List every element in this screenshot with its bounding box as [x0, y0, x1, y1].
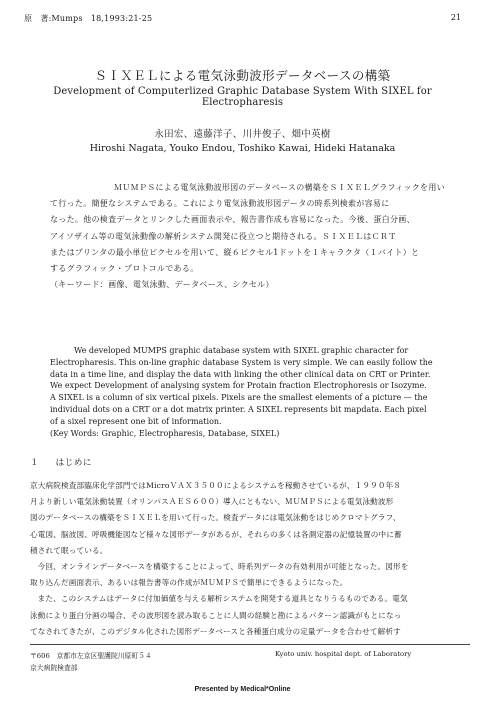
journal-reference: 原 著:Mumps 18,1993:21-25 [24, 14, 153, 23]
title-japanese: ＳＩＸＥＬによる電気泳動波形データベースの構築 [94, 68, 391, 83]
abstract-en-keywords: (Key Words: Graphic, Electropharesis, Database, SIXEL) [50, 428, 280, 438]
page-number: 21 [450, 13, 461, 22]
abstract-ja-keywords: （キーワード：画像、電気泳動、データベース、シクセル） [50, 280, 274, 290]
abstract-japanese [50, 180, 475, 293]
section-number: １ [30, 458, 40, 468]
abstract-ja-line: て行った。簡便なシステムである。これにより電気泳動波形図データの時系列検索が容易に [50, 199, 390, 209]
footnote-affiliation-en: Kyoto univ. hospital dept. of Laboratory [275, 650, 412, 658]
abstract-en-line: We developed MUMPS graphic database system with SIXEL graphic character for [74, 346, 409, 355]
page-header [24, 13, 461, 27]
authors-japanese: 永田宏、遠藤洋子、川井俊子、畑中英樹 [154, 129, 331, 140]
abstract-en-line: We expect Development of analysing system for Protain fraction Electrophoresis or Isozyme. [50, 381, 427, 391]
presented-by-footer: Presented by Medical*Online [194, 686, 291, 693]
body-line: てなされてきたが、このデジタル化された図形データベースと各種蛋白成分の定量データを合わせて解析す [30, 626, 401, 636]
footnote-divider [30, 644, 470, 645]
body-line: 心電図、脳波図、呼吸機能図など様々な図形データがあるが、それらの多くは各測定器の記憶装置の中に蓄 [30, 529, 402, 539]
abstract-english [50, 345, 475, 439]
footnote-japanese [30, 650, 152, 674]
body-text [30, 478, 470, 640]
footnote-address: 〒606 京都市左京区聖護院川原町５４ [30, 652, 152, 660]
abstract-en-line: A SIXEL is a column of six vertical pixels. Pixels are the smallest elements of a picture — the [50, 393, 428, 403]
body-line: 月より新しい電気泳動装置（オリンパスＡＥＳ６００）導入にともない、ＭＵＭＰＳによる電気泳動波形 [30, 497, 394, 507]
authors-english: Hiroshi Nagata, Youko Endou, Toshiko Kawai, Hideki Hatanaka [89, 143, 396, 154]
body-line: 積されて眠っている。 [30, 545, 108, 555]
body-line: 図のデータベースの構築をＳＩＸＥＬを用いて行った。検査データには電気泳動をはじめクロマトグラフ、 [30, 513, 401, 523]
body-line: 泳動により蛋白分画の場合、その波形図を読み取ることに人間の経験と勘によるパターン認識がもとになっ [30, 610, 402, 620]
abstract-ja-line: ＭＵＭＰＳによる電気泳動波形図のデータベースの構築をＳＩＸＥＬグラフィックを用い [114, 183, 445, 192]
abstract-en-line: Electropharesis. This on-line graphic database System is very simple. We can easily follow the [50, 357, 433, 367]
abstract-ja-line: するグラフィック・プロトコルである。 [50, 264, 199, 274]
section-heading [30, 456, 92, 468]
abstract-ja-line: アイソザイム等の電気泳動像の解析システム開発に役立つと期待される。ＳＩＸＥＬはＣＲＴ [50, 231, 397, 241]
abstract-ja-line: またはプリンタの最小単位ピクセルを用いて、縦６ピクセル1ドットを１キャラクタ（１バイト）と [50, 247, 420, 257]
body-line: 今回、オンラインデータベースを構築することによって、時系列データの有効利用が可能となった。図形を [37, 562, 409, 572]
body-line: 京大病院検査部臨床化学部門ではMicroＶＡＸ３５００によるシステムを稼動させているが、１９９０年８ [30, 481, 402, 490]
footnote-affiliation-ja: 京大病院検査部 [30, 664, 78, 672]
body-line: 取り込んだ画面表示、あるいは報告書等の作成がＭＵＭＰＳで簡単にできるようになった。 [30, 578, 348, 588]
abstract-en-line: data in a time line, and display the data with linking the other clinical data on CRT or Printer. [50, 369, 431, 379]
abstract-en-line: of a sixel represent one bit of information. [50, 416, 222, 426]
abstract-en-line: individual dots on a CRT or a dot matrix printer. A SIXEL represents bit mapdata. Each pixel [50, 404, 427, 414]
title-english: Development of Computerlized Graphic Database System With SIXEL for Electropharesis [53, 86, 432, 108]
abstract-ja-line: なった。他の検査データとリンクした画面表示や、報告書作成も容易になった。今後、蛋白分画、 [50, 215, 415, 225]
section-title: はじめに [55, 458, 93, 468]
body-line: また、このシステムはデータに付加価値を与える解析システムを開発する道具となりうるものである。電気 [37, 594, 408, 604]
